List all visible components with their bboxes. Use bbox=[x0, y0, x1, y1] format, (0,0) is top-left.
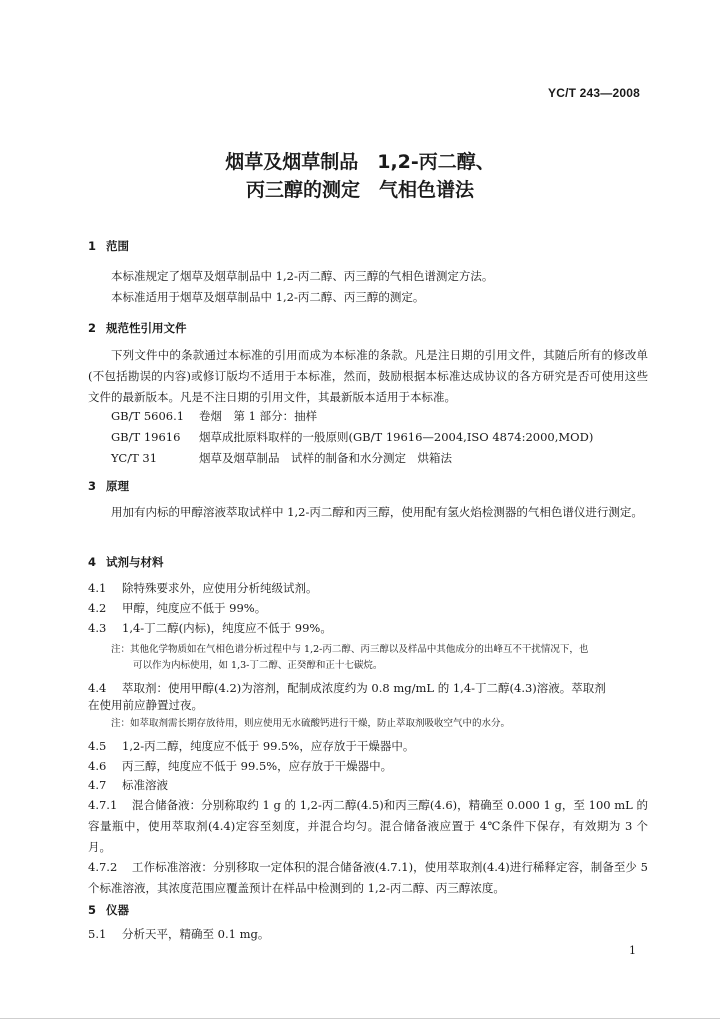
reference-code: YC/T 31 bbox=[111, 451, 158, 465]
clause-number: 4.3 bbox=[88, 621, 107, 635]
page-number: 1 bbox=[629, 944, 636, 957]
section-5-heading bbox=[88, 902, 129, 918]
clause-text: 混合储备液：分别称取约 1 g 的 1,2-丙二醇(4.5)和丙三醇(4.6)，精确至 0.000 1 g，至 100 mL 的容量瓶中，使用萃取剂(4.4)定容至刻度，并混合均匀。混合储备液应置于 4℃条件下保存，有效期为 3 个月。 bbox=[88, 798, 648, 854]
clause-4-7 bbox=[88, 777, 168, 793]
clause-number: 5.1 bbox=[88, 927, 107, 941]
section-3-heading bbox=[88, 478, 129, 494]
section-1-heading bbox=[88, 238, 129, 254]
section-title: 规范性引用文件 bbox=[106, 321, 187, 335]
clause-4-7-2 bbox=[88, 857, 648, 899]
clause-text: 1,2-丙二醇，纯度应不低于 99.5%，应存放于干燥器中。 bbox=[122, 739, 415, 753]
clause-text: 分析天平，精确至 0.1 mg。 bbox=[122, 927, 270, 941]
section-number: 2 bbox=[88, 321, 97, 335]
clause-5-1 bbox=[88, 926, 269, 942]
note-4-3-line-2: 可以作为内标使用，如 1,3-丁二醇、正癸醇和正十七碳烷。 bbox=[133, 660, 383, 671]
page-bottom-rule bbox=[0, 1018, 720, 1019]
section-title: 原理 bbox=[106, 479, 129, 493]
section-number: 5 bbox=[88, 903, 97, 917]
section-title: 仪器 bbox=[106, 903, 129, 917]
section-number: 3 bbox=[88, 479, 97, 493]
section-2-intro: 下列文件中的条款通过本标准的引用而成为本标准的条款。凡是注日期的引用文件，其随后所有的修改单(不包括勘误的内容)或修订版均不适用于本标准，然而，鼓励根据本标准达成协议的各方研究是否可使用这些文件的最新版本。凡是不注日期的引用文件，其最新版本适用于本标准。 bbox=[88, 348, 648, 404]
clause-text: 除特殊要求外，应使用分析纯级试剂。 bbox=[122, 581, 318, 595]
document-title-line-1: 烟草及烟草制品 1,2-丙二醇、 bbox=[225, 151, 495, 173]
section-title: 试剂与材料 bbox=[106, 555, 164, 569]
clause-text: 萃取剂：使用甲醇(4.2)为溶剂，配制成浓度约为 0.8 mg/mL 的 1,4-丁二醇(4.3)溶液。萃取剂 bbox=[122, 681, 606, 695]
clause-number: 4.1 bbox=[88, 581, 107, 595]
section-title: 范围 bbox=[106, 239, 129, 253]
standard-code: YC/T 243—2008 bbox=[548, 86, 640, 100]
clause-text: 1,4-丁二醇(内标)，纯度应不低于 99%。 bbox=[122, 621, 332, 635]
clause-text: 标准溶液 bbox=[122, 778, 168, 792]
section-2-heading bbox=[88, 320, 187, 336]
clause-number: 4.5 bbox=[88, 739, 107, 753]
reference-title: 卷烟 第 1 部分：抽样 bbox=[199, 409, 318, 423]
reference-title: 烟草成批原料取样的一般原则(GB/T 19616—2004,ISO 4874:2000,MOD) bbox=[199, 430, 594, 444]
reference-code: GB/T 19616 bbox=[111, 430, 181, 444]
clause-number: 4.7.1 bbox=[88, 798, 118, 812]
clause-text: 甲醇，纯度应不低于 99%。 bbox=[122, 601, 267, 615]
clause-number: 4.6 bbox=[88, 759, 107, 773]
clause-4-5 bbox=[88, 738, 414, 754]
reference-code: GB/T 5606.1 bbox=[111, 409, 185, 423]
clause-number: 4.4 bbox=[88, 681, 107, 695]
clause-number: 4.7.2 bbox=[88, 860, 118, 874]
section-number: 1 bbox=[88, 239, 97, 253]
reference-item bbox=[111, 408, 317, 424]
clause-4-4-continued: 在使用前应静置过夜。 bbox=[88, 698, 203, 712]
section-1-paragraph-2: 本标准适用于烟草及烟草制品中 1,2-丙二醇、丙三醇的测定。 bbox=[111, 290, 425, 304]
section-1-paragraph-1: 本标准规定了烟草及烟草制品中 1,2-丙二醇、丙三醇的气相色谱测定方法。 bbox=[111, 269, 494, 283]
reference-item bbox=[111, 429, 593, 445]
section-3-text: 用加有内标的甲醇溶液萃取试样中 1,2-丙二醇和丙三醇，使用配有氢火焰检测器的气相色谱仪进行测定。 bbox=[111, 505, 643, 519]
document-title-line-2: 丙三醇的测定 气相色谱法 bbox=[245, 179, 474, 201]
clause-text: 工作标准溶液：分别移取一定体积的混合储备液(4.7.1)，使用萃取剂(4.4)进行稀释定容，制备至少 5 个标准溶液，其浓度范围应覆盖预计在样品中检测到的 1,2-丙二醇、丙三醇浓度。 bbox=[88, 860, 648, 895]
section-number: 4 bbox=[88, 555, 97, 569]
clause-4-1 bbox=[88, 580, 318, 596]
clause-4-2 bbox=[88, 600, 266, 616]
clause-number: 4.7 bbox=[88, 778, 107, 792]
clause-4-4 bbox=[88, 680, 606, 696]
section-4-heading bbox=[88, 554, 164, 570]
clause-4-7-1 bbox=[88, 795, 648, 858]
note-4-3-line-1: 注：其他化学物质如在气相色谱分析过程中与 1,2-丙二醇、丙三醇以及样品中其他成分的出峰互不干扰情况下，也 bbox=[111, 644, 589, 655]
reference-title: 烟草及烟草制品 试样的制备和水分测定 烘箱法 bbox=[199, 451, 452, 465]
clause-4-6 bbox=[88, 758, 392, 774]
clause-number: 4.2 bbox=[88, 601, 107, 615]
clause-4-3 bbox=[88, 620, 332, 636]
clause-text: 丙三醇，纯度应不低于 99.5%，应存放于干燥器中。 bbox=[122, 759, 393, 773]
reference-item bbox=[111, 450, 452, 466]
note-4-4: 注：如萃取剂需长期存放待用，则应使用无水硫酸钙进行干燥，防止萃取剂吸收空气中的水分。 bbox=[111, 718, 511, 729]
